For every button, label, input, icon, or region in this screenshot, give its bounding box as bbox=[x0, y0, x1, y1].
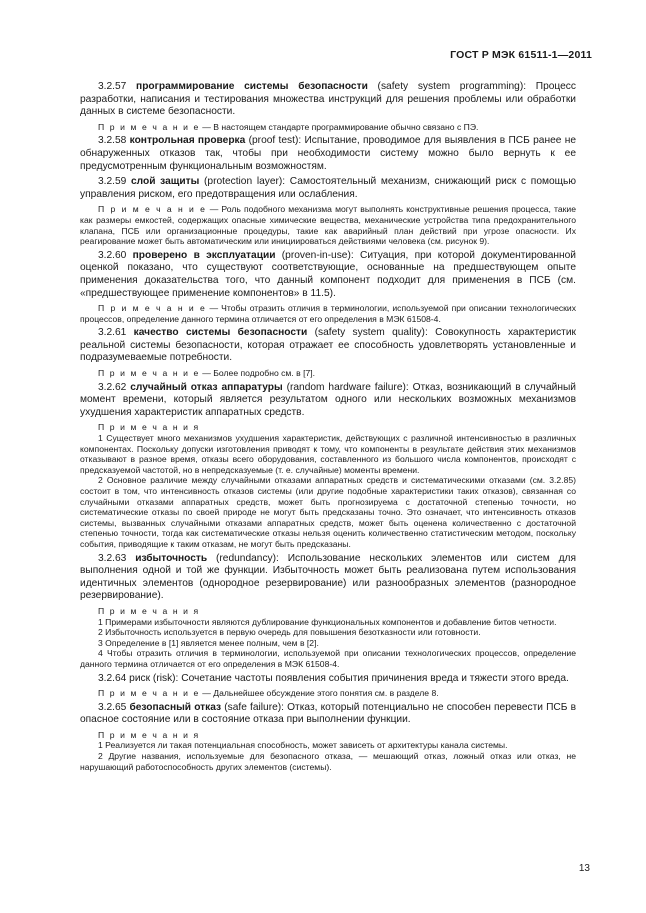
note-text: — Дальнейшее обсуждение этого понятия см. в разделе 8. bbox=[199, 688, 439, 699]
entry-term: контрольная проверка bbox=[129, 135, 246, 147]
note-3-2-59 bbox=[80, 204, 576, 246]
note-label: П р и м е ч а н и е bbox=[98, 688, 200, 699]
entry-definition: (safe failure): Отказ, который потенциально не способен перевести ПСБ в опасное состояние или в состояние отказа при выполнении функции. bbox=[80, 701, 576, 726]
note-item: 2 Основное различие между случайными отказами аппаратных средств и систематическими отказами (см. 3.2.85) состоит в том, что интенсивность отказов системы (или другие подобные характеристики таких отказов), связанная со случайными отказами аппаратных средств, может быть прогнозируема с достаточной степенью точности, но систематические отказы по своей природе не могут быть предсказаны точно. Это означает, что интенсивность отказов системы, вызванных случайными отказами аппаратных средств, может быть оценена количественно с достаточной степенью точности, тогда как систематические отказы нельзя оценить количественно статистическим методом, поскольку события, приводящие к таким отказам, не могут быть предсказаны. bbox=[80, 475, 576, 549]
entry-term: случайный отказ аппаратуры bbox=[130, 381, 283, 393]
notes-heading-3-2-63: П р и м е ч а н и я bbox=[98, 605, 200, 616]
entry-definition: (proven-in-use): Ситуация, при которой документированной оценкой показано, что существуют соответствующие, основанные на предшествующем опыте применения доказательства того, что данный компонент подходит для применения в ПСБ (см. «предшествующее применение компонентов» в 11.5). bbox=[80, 249, 577, 299]
note-3-2-64 bbox=[80, 688, 576, 699]
entry-term: слой защиты bbox=[131, 176, 200, 188]
entry-3-2-60 bbox=[80, 250, 576, 300]
entry-3-2-64 bbox=[80, 673, 576, 686]
entry-number: 3.2.65 bbox=[98, 701, 127, 713]
note-item: 2 Другие названия, используемые для безопасного отказа, — мешающий отказ, ложный отказ или отказ, не нарушающий работоспособность других элементов (системы). bbox=[80, 751, 576, 772]
entry-3-2-63 bbox=[80, 553, 576, 603]
note-item: 3 Определение в [1] является менее полным, чем в [2]. bbox=[98, 637, 319, 648]
entry-3-2-62 bbox=[80, 382, 576, 420]
entry-number: 3.2.64 bbox=[98, 672, 127, 684]
entry-number: 3.2.63 bbox=[98, 552, 127, 564]
note-text: — Чтобы отразить отличия в терминологии, используемой при описании технологических процессов, определение данного термина отличается от его определения в МЭК 61508-4. bbox=[80, 303, 577, 324]
entry-number: 3.2.58 bbox=[98, 135, 127, 147]
note-item: 1 Примерами избыточности являются дублирование функциональных компонентов и добавление битов четности. bbox=[98, 616, 557, 627]
entry-3-2-61 bbox=[80, 327, 576, 365]
page-number: 13 bbox=[578, 863, 590, 874]
entry-number: 3.2.57 bbox=[98, 81, 127, 92]
entry-definition: (redundancy): Использование нескольких элементов или систем для выполнения одной и той же функции. Избыточность может быть реализована путем использования идентичных элементов (однородное резервирование) или разнообразных элементов (разнородное резервирование). bbox=[80, 552, 576, 602]
entry-term: качество системы безопасности bbox=[133, 327, 308, 339]
note-text: — В настоящем стандарте программирование обычно связано с ПЭ. bbox=[199, 121, 479, 132]
note-text: — Роль подобного механизма могут выполнять конструктивные решения процесса, такие как размеры емкостей, содержащих опасные химические вещества, механические устройства типа предохранительного клапана, ПСБ или организационные процедуры, такие как аварийный план действий при угрозе опасности. Их реагирование может быть автоматическим или инициироваться действиями человека (см. рисунок 9). bbox=[80, 204, 577, 247]
entry-term: проверено в эксплуатации bbox=[132, 249, 276, 261]
entry-term: программирование системы безопасности bbox=[136, 81, 368, 92]
entry-definition: (proof test): Испытание, проводимое для выявления в ПСБ ранее не обнаруженных отказов так, чтобы при необходимости систему можно было вернуть к ее предусмотренным функциональным возможностям. bbox=[80, 135, 576, 172]
notes-heading-3-2-62: П р и м е ч а н и я bbox=[98, 422, 200, 433]
entry-number: 3.2.62 bbox=[98, 381, 127, 393]
entry-number: 3.2.60 bbox=[98, 249, 127, 261]
entry-3-2-57 bbox=[80, 81, 576, 119]
entry-term: избыточность bbox=[135, 552, 208, 564]
page-content bbox=[80, 81, 576, 772]
entry-number: 3.2.61 bbox=[98, 327, 127, 339]
page-header: ГОСТ Р МЭК 61511-1—2011 bbox=[450, 49, 592, 61]
notes-heading-3-2-65: П р и м е ч а н и я bbox=[98, 729, 200, 740]
entry-definition: (random hardware failure): Отказ, возникающий в случайный момент времени, который является результатом одного или нескольких возможных механизмов ухудшения характеристик аппаратных средств. bbox=[80, 381, 576, 418]
note-text: — Более подробно см. в [7]. bbox=[199, 368, 316, 379]
note-label: П р и м е ч а н и е bbox=[98, 368, 200, 379]
entry-definition: (protection layer): Самостоятельный механизм, снижающий риск с помощью управления риском, его предотвращения или ослабления. bbox=[80, 176, 576, 200]
entry-term: безопасный отказ bbox=[129, 701, 222, 713]
entry-3-2-59 bbox=[80, 176, 576, 201]
note-label: П р и м е ч а н и е bbox=[98, 204, 207, 215]
entry-definition: (safety system quality): Совокупность характеристик реальной системы безопасности, которая отражает ее способность удовлетворять установленные и подразумеваемые потребности. bbox=[80, 327, 576, 364]
note-item: 2 Избыточность используется в первую очередь для повышения безотказности или готовности. bbox=[98, 627, 481, 638]
note-3-2-60 bbox=[80, 303, 576, 324]
note-item: 1 Реализуется ли такая потенциальная способность, может зависеть от архитектуры канала системы. bbox=[98, 740, 508, 751]
note-3-2-61 bbox=[80, 368, 576, 379]
entry-3-2-65 bbox=[80, 702, 576, 727]
entry-definition: (risk): Сочетание частоты появления события причинения вреда и тяжести этого вреда. bbox=[150, 672, 569, 684]
entry-term: риск bbox=[129, 672, 151, 684]
note-item: 4 Чтобы отразить отличия в терминологии, используемой при описании технологических процессов, определение данного термина отличается от его определения в МЭК 61508-4. bbox=[80, 648, 576, 669]
entry-definition: (safety system programming): Процесс разработки, написания и тестирования множества инструкций для решения проблемы или обработки данных в системе безопасности. bbox=[80, 81, 576, 118]
note-item: 1 Существует много механизмов ухудшения характеристик, действующих с различной интенсивностью в различных компонентах. Поскольку допуски изготовления приводят к тому, что компоненты в результате действия этих механизмов отказывают в разное время, отказы всего оборудования, составленного из большого числа компонентов, происходят с предсказуемой частотой, но в непредсказуемые (т. е. случайные) моменты времени. bbox=[80, 433, 576, 475]
entry-number: 3.2.59 bbox=[98, 176, 127, 188]
entry-3-2-58 bbox=[80, 135, 576, 173]
note-3-2-57 bbox=[80, 122, 576, 133]
note-label: П р и м е ч а н и е bbox=[98, 303, 207, 314]
note-label: П р и м е ч а н и е bbox=[98, 121, 200, 132]
